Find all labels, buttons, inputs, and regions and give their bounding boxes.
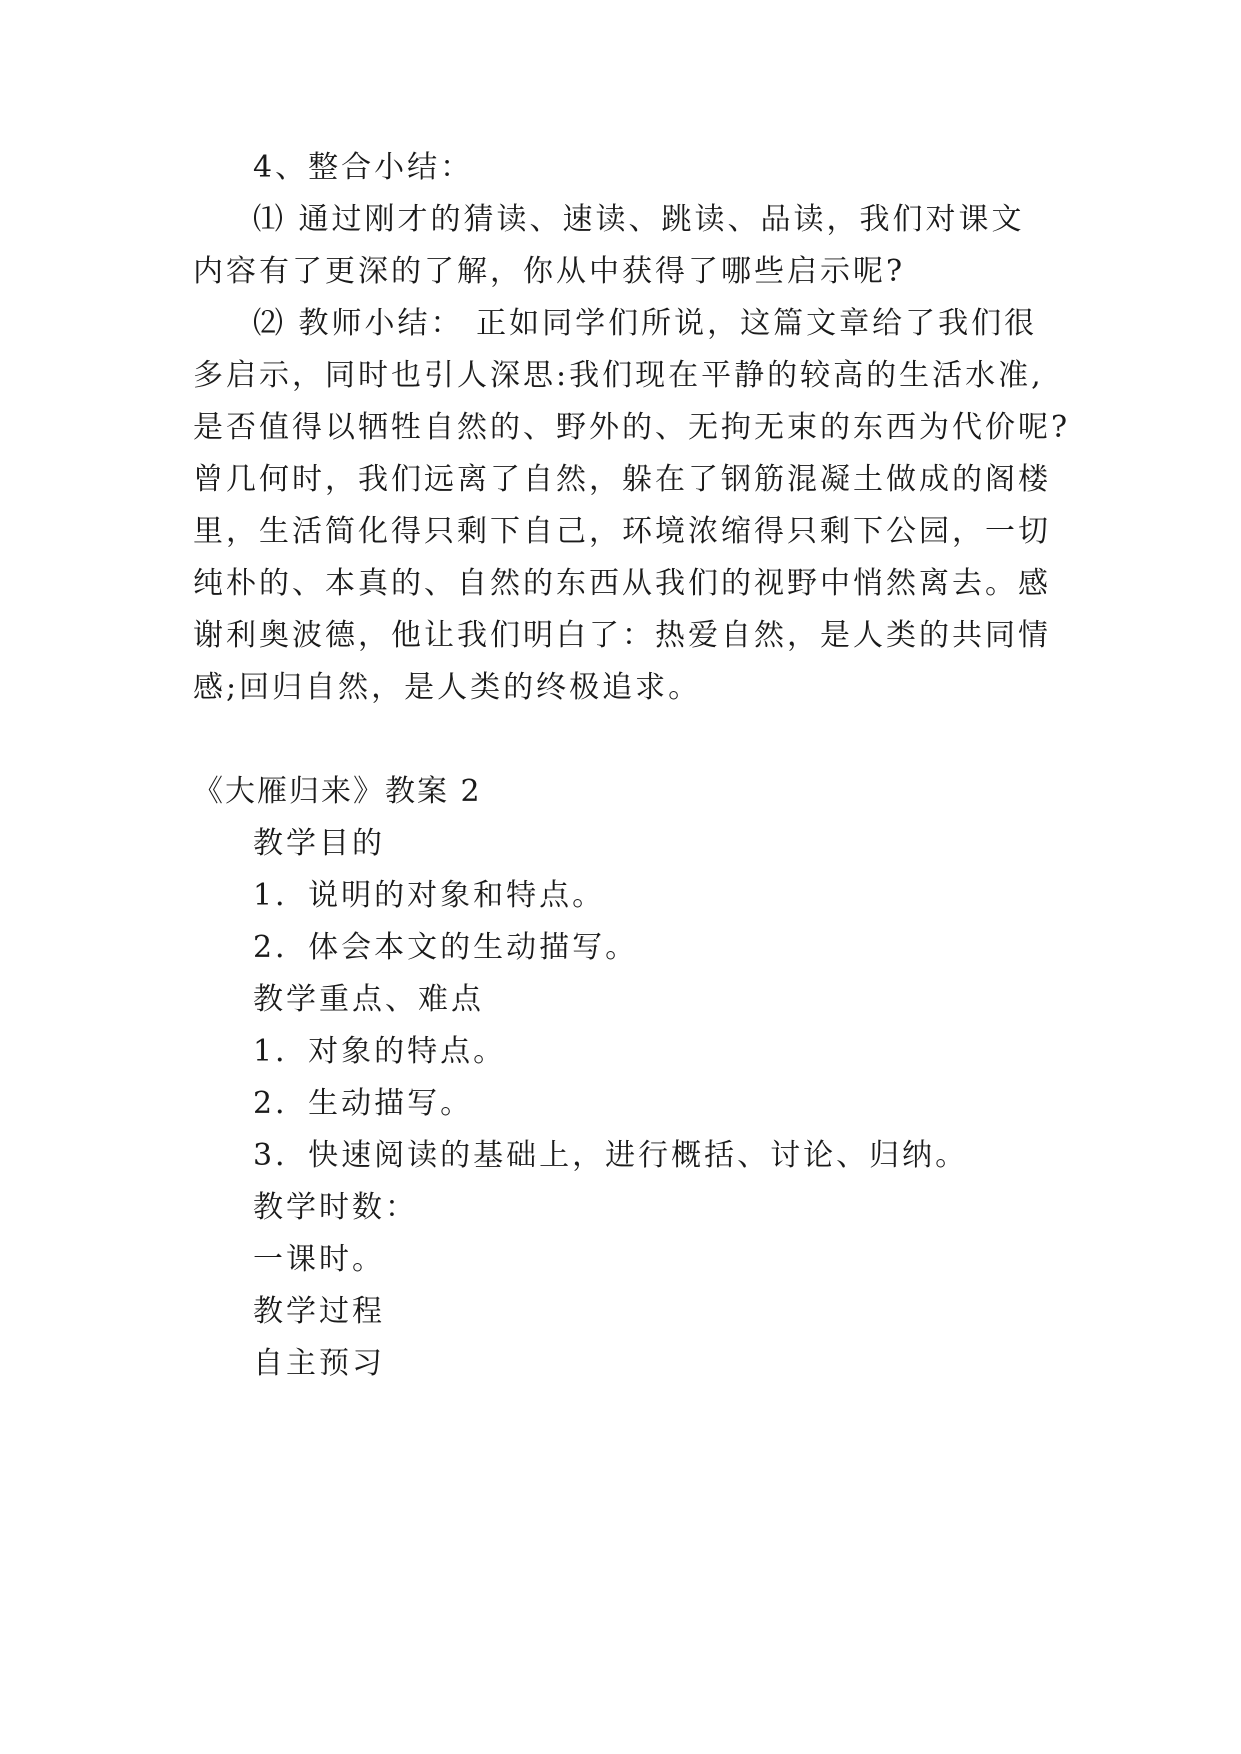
keypoints-heading: 教学重点、难点 (253, 982, 484, 1017)
goal-item-1: 1．说明的对象和特点。 (253, 878, 606, 913)
summary-item2-line1: ⑵ 教师小结： 正如同学们所说，这篇文章给了我们很 (253, 306, 1038, 341)
goals-heading: 教学目的 (253, 826, 385, 861)
hours-heading: 教学时数： (253, 1190, 418, 1225)
process-first-step: 自主预习 (253, 1346, 385, 1381)
keypoint-item-3: 3．快速阅读的基础上，进行概括、讨论、归纳。 (253, 1138, 969, 1173)
process-heading: 教学过程 (253, 1294, 385, 1329)
summary-heading: 4、整合小结： (253, 150, 474, 185)
summary-item2-line5: 里，生活简化得只剩下自己，环境浓缩得只剩下公园，一切 (193, 514, 1051, 549)
summary-item2-line4: 曾几何时，我们远离了自然，躲在了钢筋混凝土做成的阁楼 (193, 462, 1051, 497)
summary-item2-line8: 感;回归自然，是人类的终极追求。 (193, 670, 702, 705)
goal-item-2: 2．体会本文的生动描写。 (253, 930, 639, 965)
summary-item2-line3: 是否值得以牺牲自然的、野外的、无拘无束的东西为代价呢? (193, 410, 1071, 445)
lesson2-title: 《大雁归来》教案 2 (193, 774, 482, 809)
summary-item2-line6: 纯朴的、本真的、自然的东西从我们的视野中悄然离去。感 (193, 566, 1051, 601)
summary-item1-line1: ⑴ 通过刚才的猜读、速读、跳读、品读，我们对课文 (253, 202, 1025, 237)
keypoint-item-1: 1．对象的特点。 (253, 1034, 507, 1069)
summary-item2-line2: 多启示，同时也引人深思:我们现在平静的较高的生活水准, (193, 358, 1044, 393)
keypoint-item-2: 2．生动描写。 (253, 1086, 474, 1121)
summary-item2-line7: 谢利奥波德，他让我们明白了：热爱自然，是人类的共同情 (193, 618, 1051, 653)
hours-value: 一课时。 (253, 1242, 385, 1277)
summary-item1-line2: 内容有了更深的了解，你从中获得了哪些启示呢? (193, 254, 906, 289)
